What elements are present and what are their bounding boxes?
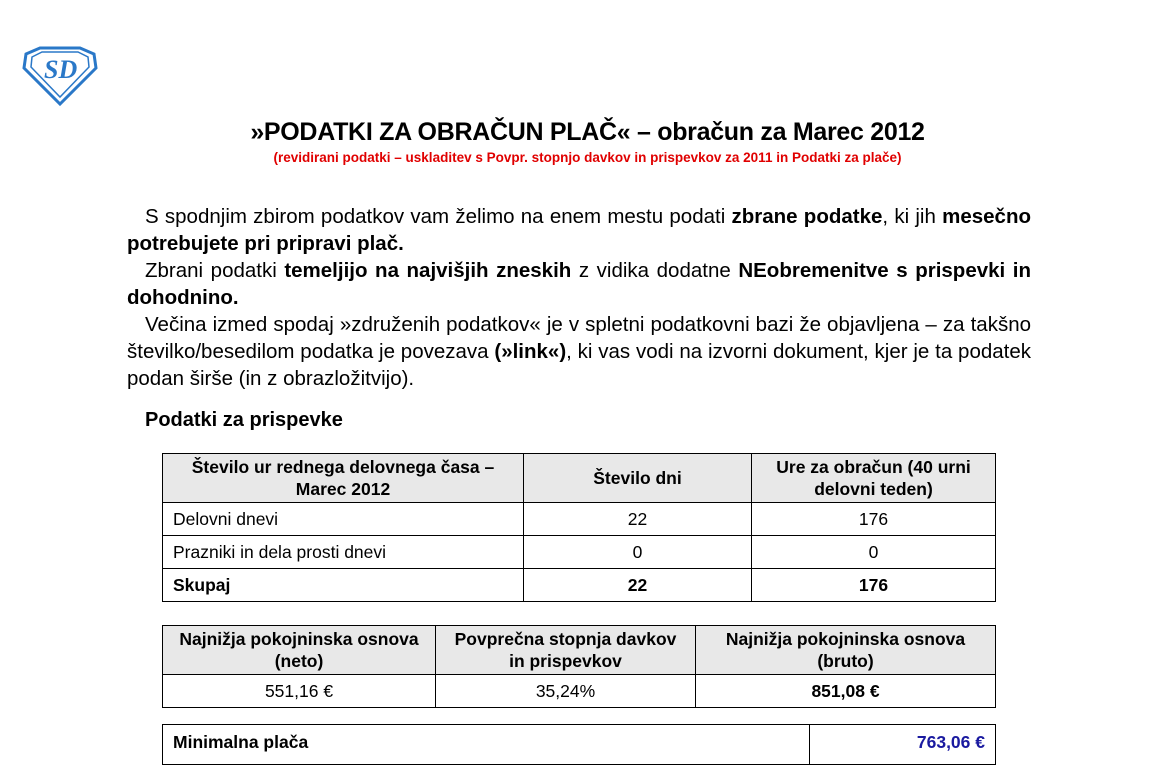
min-wage-table [162,724,996,765]
hours-cell: 176 [752,503,996,536]
page-title: »PODATKI ZA OBRAČUN PLAČ« – obračun za Marec 2012 [250,118,925,146]
table-row [163,503,996,536]
column-header: Najnižja pokojninska osnova (bruto) [696,626,996,675]
hours-table [162,453,996,602]
table-header-row [163,454,996,503]
sd-shield-logo-icon [20,46,100,108]
pension-net-value[interactable]: 551,16 € [163,675,436,708]
days-cell: 22 [524,569,752,602]
column-header: Najnižja pokojninska osnova (neto) [163,626,436,675]
min-wage-label: Minimalna plača [163,725,810,765]
table-row [163,675,996,708]
table-row [163,536,996,569]
intro-paragraph-2: Zbrani podatki temeljijo na najvišjih zneskih z vidika dodatne NEobremenitve s prispevki in dohodnino. [127,259,1031,309]
days-cell: 22 [524,503,752,536]
intro-paragraph-1: S spodnjim zbirom podatkov vam želimo na enem mestu podati zbrane podatke, ki jih mesečno potrebujete pri pripravi plač. [127,205,1031,255]
table-row [163,725,996,765]
page-subtitle: (revidirani podatki – uskladitev s Povpr. stopnjo davkov in prispevkov za 2011 in Podatki za plače) [273,150,902,165]
days-cell: 0 [524,536,752,569]
svg-text:SD: SD [44,55,78,84]
row-label: Delovni dnevi [163,503,524,536]
column-header: Število ur rednega delovnega časa – Marec 2012 [163,454,524,503]
section-title: Podatki za prispevke [145,409,343,431]
min-wage-value[interactable]: 763,06 € [810,725,996,765]
column-header: Ure za obračun (40 urni delovni teden) [752,454,996,503]
intro-text [127,203,1031,392]
company-logo [20,46,100,106]
hours-cell: 0 [752,536,996,569]
pension-gross-value[interactable]: 851,08 € [696,675,996,708]
pension-table [162,625,996,708]
column-header: Povprečna stopnja davkov in prispevkov [436,626,696,675]
table-row-total [163,569,996,602]
row-label: Skupaj [163,569,524,602]
link-label[interactable]: (»link«) [494,340,567,363]
column-header: Število dni [524,454,752,503]
hours-cell: 176 [752,569,996,602]
avg-tax-rate-value[interactable]: 35,24% [436,675,696,708]
table-header-row [163,626,996,675]
intro-paragraph-3: Večina izmed spodaj »združenih podatkov« je v spletni podatkovni bazi že objavljena – za takšno številko/besedilom podatka je povezava (»link«), ki vas vodi na izvorni dokument, kjer je ta podatek podan širše (in z obrazložitvijo). [127,313,1031,390]
row-label: Prazniki in dela prosti dnevi [163,536,524,569]
